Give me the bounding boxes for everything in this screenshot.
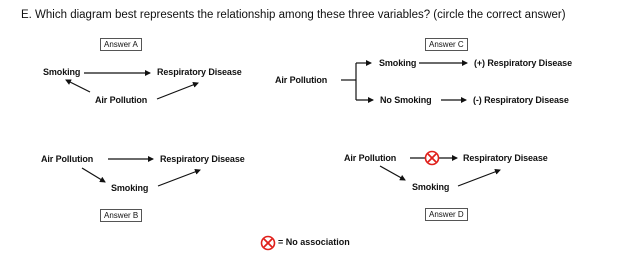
answer-b-pollution-label: Air Pollution xyxy=(41,154,94,164)
legend-label: = No association xyxy=(278,237,350,247)
answer-c-smoking-label: Smoking xyxy=(379,58,417,68)
question-text: E. Which diagram best represents the relationship among these three variables? (circle the correct answer) xyxy=(21,9,566,21)
answer-b-respiratory-label: Respiratory Disease xyxy=(160,154,245,164)
answer-c-no-smoking-label: No Smoking xyxy=(380,95,432,105)
answer-c-box[interactable]: Answer C xyxy=(425,38,468,51)
arrow-b-smoking-to-respiratory xyxy=(158,170,200,186)
answer-a-smoking-label: Smoking xyxy=(43,67,81,77)
answer-d-pollution-label: Air Pollution xyxy=(344,153,397,163)
answer-b-box[interactable]: Answer B xyxy=(100,209,142,222)
answer-b-smoking-label: Smoking xyxy=(111,183,149,193)
answer-d-box[interactable]: Answer D xyxy=(425,208,468,221)
arrow-b-pollution-to-smoking xyxy=(82,168,105,182)
answer-c-pos-respiratory-label: (+) Respiratory Disease xyxy=(474,58,572,68)
arrow-a-pollution-to-respiratory xyxy=(157,83,198,99)
answer-a-box[interactable]: Answer A xyxy=(100,38,142,51)
answer-a-respiratory-label: Respiratory Disease xyxy=(157,67,242,77)
arrow-d-pollution-to-smoking xyxy=(380,166,405,180)
answer-d-respiratory-label: Respiratory Disease xyxy=(463,153,548,163)
answer-c-neg-respiratory-label: (-) Respiratory Disease xyxy=(473,95,569,105)
no-association-icon-legend xyxy=(262,237,275,250)
answer-d-smoking-label: Smoking xyxy=(412,182,450,192)
answer-a-pollution-label: Air Pollution xyxy=(95,95,148,105)
arrow-a-pollution-to-smoking xyxy=(66,80,90,92)
answer-c-pollution-label: Air Pollution xyxy=(275,75,328,85)
no-association-icon-d xyxy=(426,152,439,165)
arrow-d-smoking-to-respiratory xyxy=(458,170,500,186)
